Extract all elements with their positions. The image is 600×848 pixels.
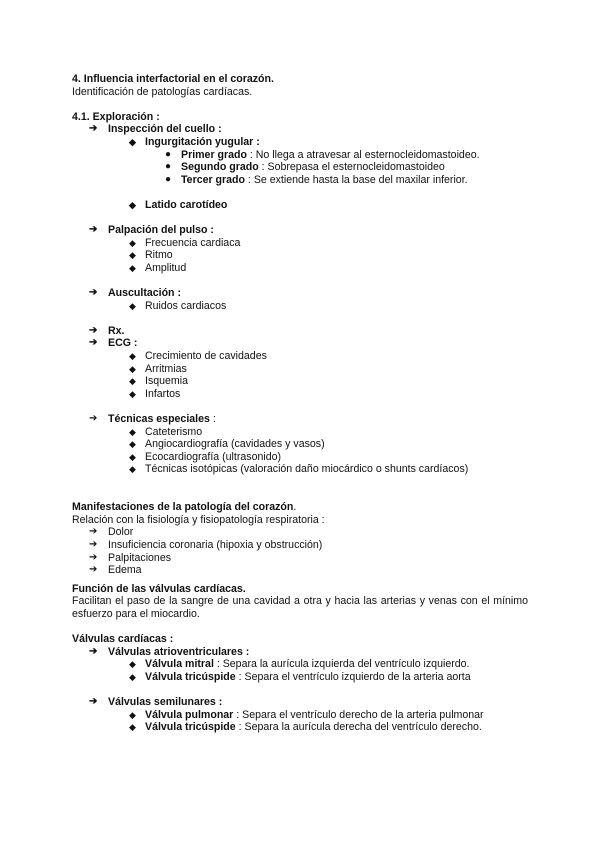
list-item: ◆ Ecocardiografía (ultrasonido)	[129, 450, 282, 463]
list-item: ◆ Amplitud	[129, 261, 187, 274]
grado-item: ● Primer grado : No llega a atravesar al esternocleidomastoideo.	[165, 148, 480, 161]
diamond-icon: ◆	[129, 376, 136, 387]
list-item: ◆ Ruidos cardiacos	[129, 299, 227, 312]
valve-item: ◆ Válvula pulmonar : Separa el ventrículo derecho de la arteria pulmonar	[129, 708, 484, 721]
diamond-icon: ◆	[129, 351, 136, 362]
list-item: ◆ Angiocardiografía (cavidades y vasos)	[129, 438, 325, 451]
exploracion-title: 4.1. Exploración :	[72, 110, 160, 123]
diamond-icon: ◆	[129, 237, 136, 248]
diamond-icon: ◆	[129, 136, 136, 147]
list-item: ◆ Crecimiento de cavidades	[129, 350, 267, 363]
arrow-icon: ➔	[89, 551, 98, 563]
arrow-icon: ➔	[89, 526, 98, 538]
diamond-icon: ◆	[129, 659, 136, 670]
bullet-icon: ●	[165, 173, 172, 185]
diamond-icon: ◆	[129, 300, 136, 311]
diamond-icon: ◆	[129, 250, 136, 261]
arrow-icon: ➔	[89, 696, 98, 708]
arrow-icon: ➔	[89, 645, 98, 657]
auscultacion-item: ➔ Auscultación :	[89, 287, 181, 300]
arrow-icon: ➔	[89, 123, 98, 135]
list-item: ◆ Ritmo	[129, 249, 173, 262]
funcion-text: Facilitan el paso de la sangre de una cavidad a otra y hacia las arterias y venas con el mínimo esfuerzo para el miocardio.	[72, 595, 528, 620]
section-title: 4. Influencia interfactorial en el corazón.	[72, 73, 274, 85]
funcion-title: Función de las válvulas cardíacas.	[72, 582, 246, 595]
document-page	[72, 73, 528, 734]
diamond-icon: ◆	[129, 262, 136, 273]
valve-item: ◆ Válvula mitral : Separa la aurícula izquierda del ventrículo izquierdo.	[129, 658, 470, 671]
list-item: ➔ Edema	[89, 564, 142, 577]
diamond-icon: ◆	[129, 451, 136, 462]
grado-item: ● Segundo grado : Sobrepasa el esternocleidomastoideo	[165, 161, 445, 174]
diamond-icon: ◆	[129, 671, 136, 682]
bullet-icon: ●	[165, 161, 172, 173]
list-item: ◆ Frecuencia cardiaca	[129, 236, 241, 249]
ingurgitacion-item: ◆ Ingurgitación yugular :	[129, 135, 260, 148]
manifestaciones-title: Manifestaciones de la patología del corazón.	[72, 501, 297, 514]
list-item: ➔ Palpitaciones	[89, 551, 172, 564]
ecg-item: ➔ ECG :	[89, 337, 138, 350]
diamond-icon: ◆	[129, 363, 136, 374]
latido-item: ◆ Latido carotídeo	[129, 198, 228, 211]
section-subtitle: Identificación de patologías cardíacas.	[72, 85, 253, 98]
arrow-icon: ➔	[89, 224, 98, 236]
diamond-icon: ◆	[129, 709, 136, 720]
diamond-icon: ◆	[129, 199, 136, 210]
list-item: ➔ Insuficiencia coronaria (hipoxia y obstrucción)	[89, 538, 323, 551]
arrow-icon: ➔	[89, 564, 98, 576]
grado-item: ● Tercer grado : Se extiende hasta la base del maxilar inferior.	[165, 173, 468, 186]
list-item: ◆ Arritmias	[129, 362, 187, 375]
arrow-icon: ➔	[89, 287, 98, 299]
semi-item: ➔ Válvulas semilunares :	[89, 696, 223, 709]
arrow-icon: ➔	[89, 538, 98, 550]
rx-item: ➔ Rx.	[89, 324, 125, 337]
valvulas-title: Válvulas cardíacas :	[72, 633, 174, 646]
arrow-icon: ➔	[89, 413, 98, 425]
arrow-icon: ➔	[89, 337, 98, 349]
diamond-icon: ◆	[129, 439, 136, 450]
diamond-icon: ◆	[129, 388, 136, 399]
arrow-icon: ➔	[89, 324, 98, 336]
valve-item: ◆ Válvula tricúspide : Separa el ventrículo izquierdo de la arteria aorta	[129, 670, 471, 683]
diamond-icon: ◆	[129, 426, 136, 437]
list-item: ◆ Infartos	[129, 387, 181, 400]
cuello-item: ➔ Inspección del cuello :	[89, 123, 222, 136]
pulso-item: ➔ Palpación del pulso :	[89, 224, 214, 237]
list-item: ➔ Dolor	[89, 526, 134, 539]
atrio-item: ➔ Válvulas atrioventriculares :	[89, 645, 250, 658]
diamond-icon: ◆	[129, 722, 136, 733]
diamond-icon: ◆	[129, 464, 136, 475]
bullet-icon: ●	[165, 148, 172, 160]
list-item: ◆ Cateterismo	[129, 425, 203, 438]
list-item: ◆ Técnicas isotópicas (valoración daño miocárdico o shunts cardíacos)	[129, 463, 469, 476]
valve-item: ◆ Válvula tricúspide : Separa la aurícula derecha del ventrículo derecho.	[129, 721, 482, 734]
tecnicas-item: ➔ Técnicas especiales :	[89, 413, 216, 426]
list-item: ◆ Isquemia	[129, 375, 188, 388]
manifestaciones-intro: Relación con la fisiología y fisiopatología respiratoria :	[72, 513, 325, 526]
